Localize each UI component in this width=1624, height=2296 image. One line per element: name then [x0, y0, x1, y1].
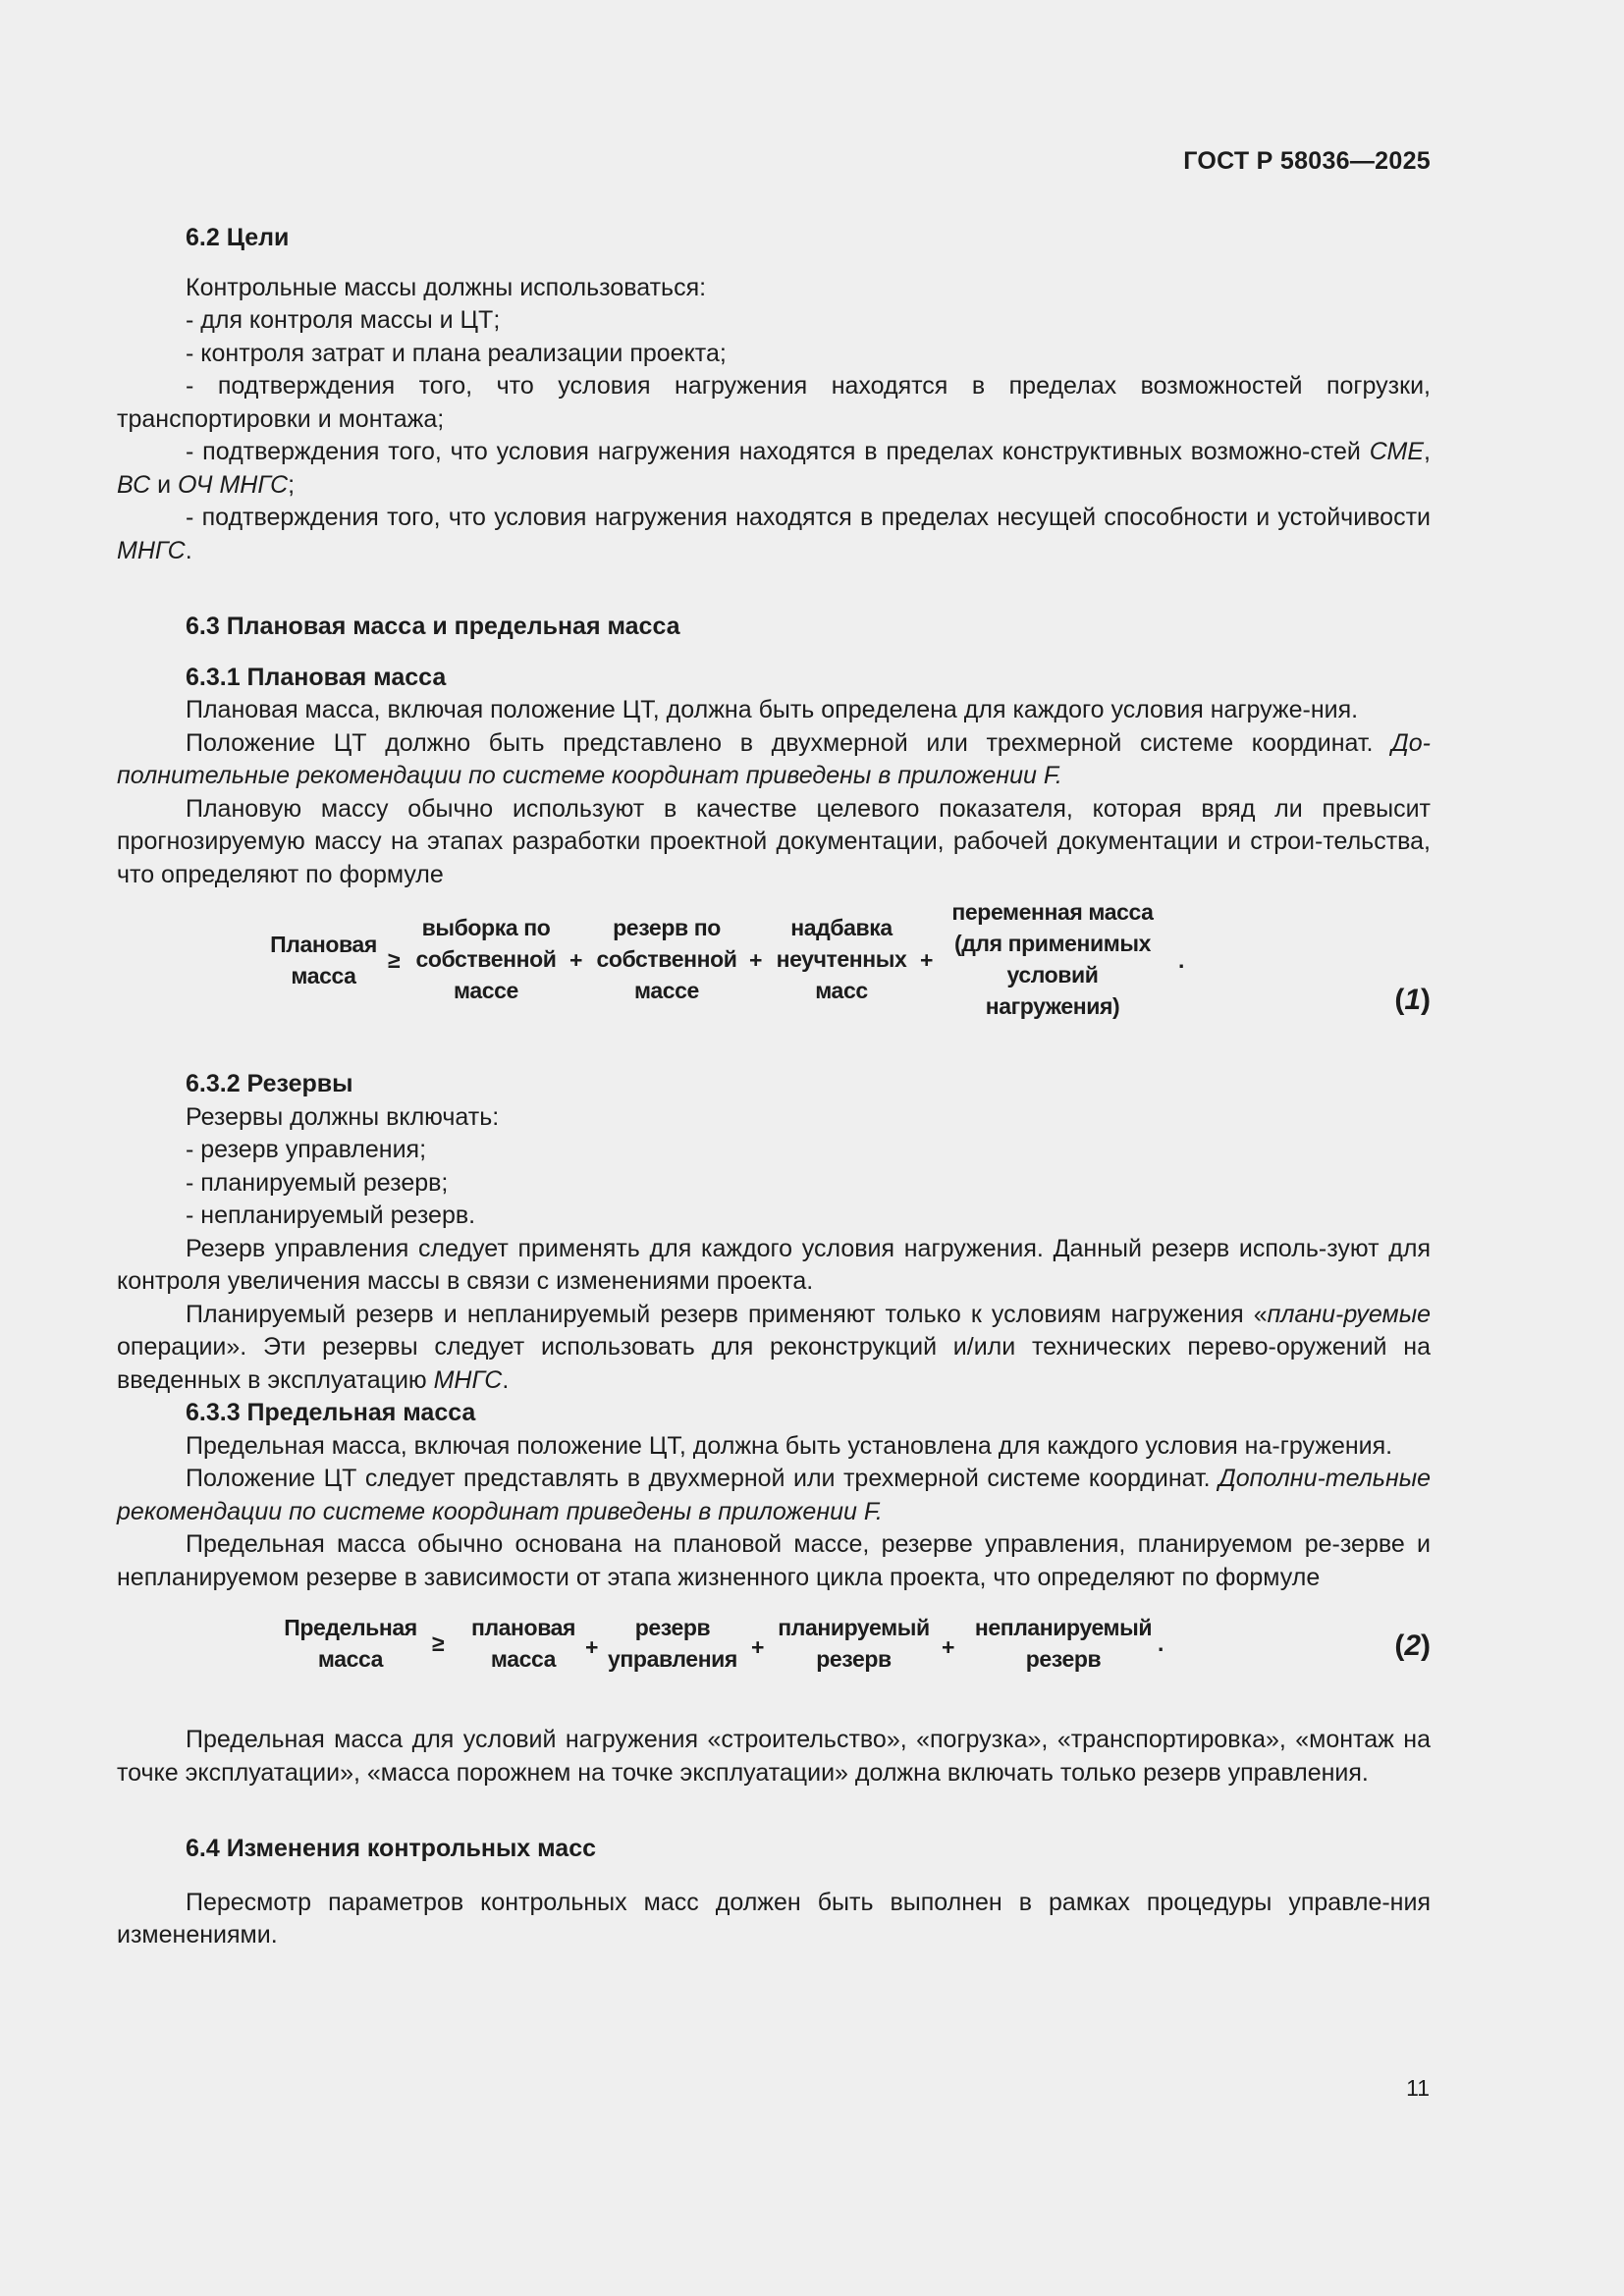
section-heading-6-4: 6.4 Изменения контрольных масс	[186, 1835, 597, 1862]
paragraph: Резервы должны включать:	[186, 1102, 500, 1131]
document-id: ГОСТ Р 58036—2025	[1183, 147, 1431, 175]
section-heading-6-3: 6.3 Плановая масса и предельная масса	[186, 613, 680, 640]
section-heading-6-2: 6.2 Цели	[186, 224, 290, 251]
paragraph: Предельная масса для условий нагружения «строительство», «погрузка», «транспортировка», «монтаж на точке эксплуатации», «масса порожнем на точке эксплуатации» должна включать только резерв управления.	[117, 1726, 1431, 1787]
equation-number: (2)	[1394, 1629, 1431, 1662]
formula-term: надбавка неучтенных масс	[776, 915, 907, 1003]
page-content	[117, 222, 1431, 1952]
relation-sign: ≥	[388, 947, 401, 973]
plus-sign: +	[942, 1634, 955, 1660]
plus-sign: +	[749, 947, 763, 973]
formula-period: .	[1178, 947, 1185, 973]
list-item: - для контроля массы и ЦТ;	[186, 306, 501, 334]
subsection-heading-6-3-1: 6.3.1 Плановая масса	[186, 663, 447, 691]
formula-term: непланируемый резерв	[974, 1615, 1153, 1672]
formula-term: резерв управления	[608, 1615, 737, 1672]
paragraph: Положение ЦТ следует представлять в двухмерной или трехмерной системе координат. Дополни-тельные рекомендации по системе координат приведены в приложении F.	[117, 1465, 1431, 1525]
formula-lhs: Предельная масса	[284, 1615, 417, 1672]
formula-term: выборка по собственной массе	[415, 915, 557, 1003]
list-item: - непланируемый резерв.	[186, 1201, 476, 1229]
paragraph: Планируемый резерв и непланируемый резерв применяют только к условиям нагружения «плани-руемые операции». Эти резервы следует использовать для реконструкций и/или технических перево-оружений на введенных в эксплуатацию МНГС.	[117, 1300, 1431, 1394]
paragraph: Предельная масса обычно основана на плановой массе, резерве управления, планируемом ре-зерве и непланируемом резерве в зависимости от этапа жизненного цикла проекта, что определяют по формуле	[117, 1530, 1431, 1591]
list-item: - подтверждения того, что условия нагружения находятся в пределах возможностей погрузки, транспортировки и монтажа;	[117, 372, 1431, 433]
plus-sign: +	[585, 1634, 599, 1660]
formula-period: .	[1158, 1630, 1164, 1656]
formula-term: плановая масса	[470, 1615, 576, 1672]
formula-term: резерв по собственной массе	[596, 915, 737, 1003]
list-item: - подтверждения того, что условия нагружения находятся в пределах конструктивных возможно-стей СМЕ, ВС и ОЧ МНГС;	[117, 438, 1431, 499]
formula-1	[117, 899, 1431, 1050]
paragraph: Положение ЦТ должно быть представлено в двухмерной или трехмерной системе координат. До-полнительные рекомендации по системе координат приведены в приложении F.	[117, 728, 1431, 789]
formula-lhs: Плановая масса	[270, 932, 377, 988]
formula-term: переменная масса (для применимых условий нагружения)	[951, 899, 1154, 1019]
paragraph: Предельная масса, включая положение ЦТ, должна быть установлена для каждого условия на-гружения.	[186, 1431, 1393, 1460]
plus-sign: +	[569, 947, 583, 973]
list-item: - контроля затрат и плана реализации проекта;	[186, 339, 727, 367]
paragraph: Плановая масса, включая положение ЦТ, должна быть определена для каждого условия нагруже-ния.	[186, 696, 1359, 723]
paragraph: Пересмотр параметров контрольных масс должен быть выполнен в рамках процедуры управле-ния изменениями.	[117, 1888, 1431, 1949]
paragraph: Плановую массу обычно используют в качестве целевого показателя, которая вряд ли превысит прогнозируемую массу на этапах разработки проектной документации, рабочей документации и строи-тельства, что определяют по формуле	[117, 794, 1431, 888]
formula-2	[117, 1612, 1431, 1690]
paragraph: Контрольные массы должны использоваться:	[186, 273, 707, 301]
plus-sign: +	[751, 1634, 765, 1660]
equation-number: (1)	[1394, 984, 1431, 1016]
plus-sign: +	[920, 947, 934, 973]
paragraph: Резерв управления следует применять для каждого условия нагружения. Данный резерв исполь-зуют для контроля увеличения массы в связи с изменениями проекта.	[117, 1234, 1431, 1295]
formula-term: планируемый резерв	[778, 1615, 930, 1672]
subsection-heading-6-3-3: 6.3.3 Предельная масса	[186, 1399, 476, 1426]
list-item: - резерв управления;	[186, 1136, 427, 1163]
relation-sign: ≥	[432, 1630, 445, 1656]
list-item: - планируемый резерв;	[186, 1168, 449, 1197]
list-item: - подтверждения того, что условия нагружения находятся в пределах несущей способности и устойчивости МНГС.	[117, 504, 1431, 564]
subsection-heading-6-3-2: 6.3.2 Резервы	[186, 1070, 353, 1097]
page-number: 11	[1406, 2075, 1430, 2101]
